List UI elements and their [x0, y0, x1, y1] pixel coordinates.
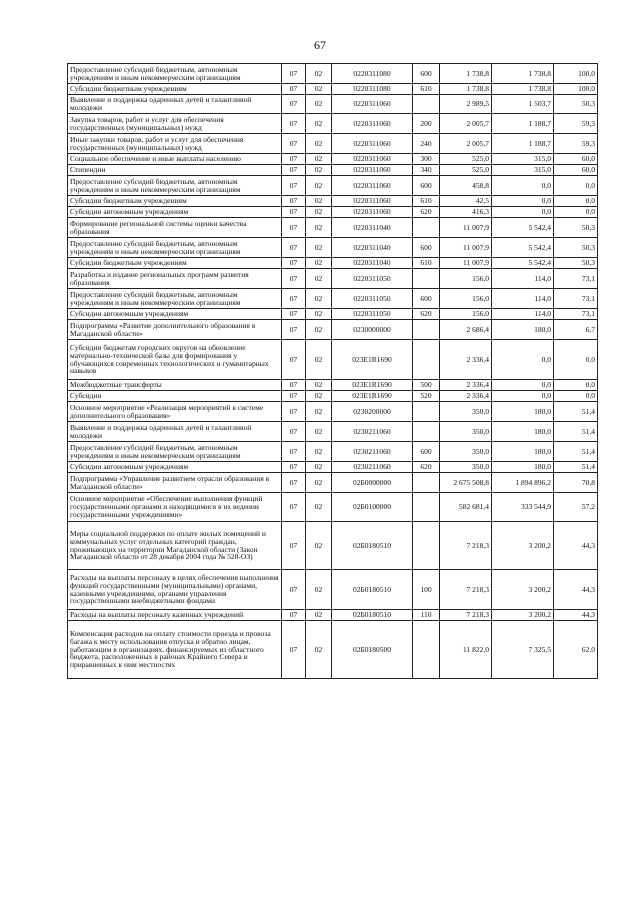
target-article-cell: 0220311060 [332, 165, 413, 176]
section-code-cell: 07 [282, 207, 306, 218]
actual-amount-cell: 3 200,2 [492, 610, 554, 621]
execution-percent-cell: 6,7 [554, 320, 598, 340]
section-code-cell: 07 [282, 340, 306, 380]
target-article-cell: 02Б0000000 [332, 473, 413, 493]
table-row [68, 422, 598, 442]
target-article-cell: 0220311060 [332, 207, 413, 218]
expense-name-cell: Субсидии [68, 391, 282, 402]
execution-percent-cell: 51,4 [554, 442, 598, 462]
subsection-code-cell: 02 [306, 165, 332, 176]
target-article-cell: 02Б0180510 [332, 570, 413, 610]
expense-name-cell: Предоставление субсидий бюджетным, автономным учреждениям и иным некоммерческим организациям [68, 238, 282, 258]
expense-type-cell: 600 [413, 238, 440, 258]
expense-type-cell [413, 340, 440, 380]
planned-amount-cell: 1 738,8 [440, 64, 492, 84]
subsection-code-cell: 02 [306, 269, 332, 289]
execution-percent-cell: 51,4 [554, 422, 598, 442]
section-code-cell: 07 [282, 610, 306, 621]
actual-amount-cell: 180,0 [492, 442, 554, 462]
section-code-cell: 07 [282, 621, 306, 679]
expense-type-cell: 610 [413, 84, 440, 95]
planned-amount-cell: 525,0 [440, 165, 492, 176]
table-row [68, 154, 598, 165]
execution-percent-cell: 51,4 [554, 462, 598, 473]
execution-percent-cell: 62,0 [554, 621, 598, 679]
subsection-code-cell: 02 [306, 95, 332, 114]
planned-amount-cell: 156,0 [440, 289, 492, 309]
actual-amount-cell: 5 542,4 [492, 218, 554, 238]
target-article-cell: 02Б0100000 [332, 493, 413, 522]
subsection-code-cell: 02 [306, 493, 332, 522]
actual-amount-cell: 180,0 [492, 320, 554, 340]
target-article-cell: 0230000000 [332, 320, 413, 340]
expense-name-cell: Стипендии [68, 165, 282, 176]
target-article-cell: 0220311050 [332, 289, 413, 309]
section-code-cell: 07 [282, 473, 306, 493]
table-row [68, 610, 598, 621]
planned-amount-cell: 350,0 [440, 422, 492, 442]
execution-percent-cell: 0,0 [554, 176, 598, 196]
expense-name-cell: Предоставление субсидий бюджетным, автономным учреждениям и иным некоммерческим организациям [68, 176, 282, 196]
expense-name-cell: Выявление и поддержка одаренных детей и талантливой молодежи [68, 95, 282, 114]
expense-type-cell: 600 [413, 289, 440, 309]
planned-amount-cell: 416,3 [440, 207, 492, 218]
table-row [68, 380, 598, 391]
target-article-cell: 02Б0180510 [332, 522, 413, 570]
planned-amount-cell: 11 822,0 [440, 621, 492, 679]
section-code-cell: 07 [282, 402, 306, 422]
actual-amount-cell: 114,0 [492, 289, 554, 309]
subsection-code-cell: 02 [306, 442, 332, 462]
table-row [68, 493, 598, 522]
expense-name-cell: Субсидии автономным учреждениям [68, 309, 282, 320]
execution-percent-cell: 100,0 [554, 84, 598, 95]
section-code-cell: 07 [282, 269, 306, 289]
target-article-cell: 0220311060 [332, 154, 413, 165]
table-row [68, 269, 598, 289]
subsection-code-cell: 02 [306, 309, 332, 320]
actual-amount-cell: 1 738,8 [492, 64, 554, 84]
planned-amount-cell: 156,0 [440, 309, 492, 320]
table-row [68, 238, 598, 258]
section-code-cell: 07 [282, 462, 306, 473]
actual-amount-cell: 0,0 [492, 196, 554, 207]
actual-amount-cell: 1 738,8 [492, 84, 554, 95]
execution-percent-cell: 70,8 [554, 473, 598, 493]
table-body [68, 64, 598, 679]
section-code-cell: 07 [282, 493, 306, 522]
target-article-cell: 0220311060 [332, 176, 413, 196]
subsection-code-cell: 02 [306, 64, 332, 84]
execution-percent-cell: 0,0 [554, 196, 598, 207]
execution-percent-cell: 0,0 [554, 391, 598, 402]
subsection-code-cell: 02 [306, 402, 332, 422]
expense-name-cell: Предоставление субсидий бюджетным, автономным учреждениям и иным некоммерческим организациям [68, 64, 282, 84]
expense-name-cell: Разработка и издание региональных программ развития образования [68, 269, 282, 289]
actual-amount-cell: 1 188,7 [492, 134, 554, 154]
expense-name-cell: Иные закупки товаров, работ и услуг для обеспечения государственных (муниципальных) нужд [68, 134, 282, 154]
expense-type-cell: 200 [413, 114, 440, 134]
target-article-cell: 023E1R1690 [332, 380, 413, 391]
expense-type-cell [413, 269, 440, 289]
actual-amount-cell: 180,0 [492, 402, 554, 422]
actual-amount-cell: 7 325,5 [492, 621, 554, 679]
section-code-cell: 07 [282, 95, 306, 114]
expense-type-cell: 110 [413, 610, 440, 621]
table-row [68, 473, 598, 493]
target-article-cell: 0220311050 [332, 269, 413, 289]
expense-name-cell: Субсидии автономным учреждениям [68, 207, 282, 218]
section-code-cell: 07 [282, 309, 306, 320]
target-article-cell: 0220311040 [332, 218, 413, 238]
expense-name-cell: Субсидии бюджетным учреждениям [68, 196, 282, 207]
expense-type-cell [413, 621, 440, 679]
expense-type-cell [413, 402, 440, 422]
subsection-code-cell: 02 [306, 218, 332, 238]
planned-amount-cell: 7 218,3 [440, 522, 492, 570]
table-row [68, 114, 598, 134]
execution-percent-cell: 50,3 [554, 238, 598, 258]
planned-amount-cell: 2 989,5 [440, 95, 492, 114]
expense-name-cell: Компенсация расходов на оплату стоимости проезда и провоза багажа к месту использования отпуска и обратно лицам, работающим в организациях, финансируемых из областного бюджета, расположенных в районах Крайнего Севера и приравненных к ним местностях [68, 621, 282, 679]
execution-percent-cell: 44,3 [554, 610, 598, 621]
subsection-code-cell: 02 [306, 522, 332, 570]
target-article-cell: 023E1R1690 [332, 340, 413, 380]
actual-amount-cell: 333 544,9 [492, 493, 554, 522]
subsection-code-cell: 02 [306, 422, 332, 442]
subsection-code-cell: 02 [306, 196, 332, 207]
subsection-code-cell: 02 [306, 207, 332, 218]
actual-amount-cell: 0,0 [492, 340, 554, 380]
actual-amount-cell: 5 542,4 [492, 258, 554, 269]
table-row [68, 442, 598, 462]
section-code-cell: 07 [282, 422, 306, 442]
subsection-code-cell: 02 [306, 391, 332, 402]
subsection-code-cell: 02 [306, 340, 332, 380]
table-row [68, 95, 598, 114]
execution-percent-cell: 57,2 [554, 493, 598, 522]
table-row [68, 64, 598, 84]
planned-amount-cell: 2 005,7 [440, 134, 492, 154]
section-code-cell: 07 [282, 238, 306, 258]
planned-amount-cell: 42,5 [440, 196, 492, 207]
expense-name-cell: Субсидии автономным учреждениям [68, 462, 282, 473]
execution-percent-cell: 60,0 [554, 165, 598, 176]
subsection-code-cell: 02 [306, 238, 332, 258]
planned-amount-cell: 2 336,4 [440, 391, 492, 402]
actual-amount-cell: 315,0 [492, 165, 554, 176]
section-code-cell: 07 [282, 84, 306, 95]
planned-amount-cell: 11 007,9 [440, 258, 492, 269]
planned-amount-cell: 1 738,8 [440, 84, 492, 95]
section-code-cell: 07 [282, 258, 306, 269]
planned-amount-cell: 2 675 508,8 [440, 473, 492, 493]
expense-type-cell [413, 320, 440, 340]
planned-amount-cell: 525,0 [440, 154, 492, 165]
expense-type-cell: 620 [413, 207, 440, 218]
actual-amount-cell: 0,0 [492, 391, 554, 402]
table-row [68, 207, 598, 218]
execution-percent-cell: 73,1 [554, 269, 598, 289]
execution-percent-cell: 51,4 [554, 402, 598, 422]
planned-amount-cell: 582 681,4 [440, 493, 492, 522]
page-number: 67 [314, 38, 326, 52]
target-article-cell: 0230211060 [332, 462, 413, 473]
subsection-code-cell: 02 [306, 380, 332, 391]
subsection-code-cell: 02 [306, 462, 332, 473]
table-row [68, 340, 598, 380]
expense-name-cell: Основное мероприятие «Реализация мероприятий в системе дополнительного образования» [68, 402, 282, 422]
target-article-cell: 0230211060 [332, 422, 413, 442]
table-row [68, 621, 598, 679]
expense-type-cell: 520 [413, 391, 440, 402]
expense-name-cell: Социальное обеспечение и иные выплаты населению [68, 154, 282, 165]
table-row [68, 462, 598, 473]
planned-amount-cell: 7 218,3 [440, 610, 492, 621]
expense-name-cell: Расходы на выплаты персоналу в целях обеспечения выполнения функций государственными (муниципальными) органами, казенными учреждениями, органами управления государственными внебюджетными фондами [68, 570, 282, 610]
budget-table [67, 63, 598, 679]
actual-amount-cell: 3 200,2 [492, 570, 554, 610]
subsection-code-cell: 02 [306, 610, 332, 621]
execution-percent-cell: 59,3 [554, 114, 598, 134]
table-row [68, 258, 598, 269]
expense-name-cell: Основное мероприятие «Обеспечение выполнения функций государственными органами и находящимися в их ведении государственными учреждениями» [68, 493, 282, 522]
target-article-cell: 0220311080 [332, 64, 413, 84]
execution-percent-cell: 73,1 [554, 289, 598, 309]
planned-amount-cell: 350,0 [440, 402, 492, 422]
execution-percent-cell: 0,0 [554, 380, 598, 391]
planned-amount-cell: 2 686,4 [440, 320, 492, 340]
subsection-code-cell: 02 [306, 289, 332, 309]
actual-amount-cell: 0,0 [492, 207, 554, 218]
target-article-cell: 02Б0180500 [332, 621, 413, 679]
expense-name-cell: Предоставление субсидий бюджетным, автономным учреждениям и иным некоммерческим организациям [68, 289, 282, 309]
subsection-code-cell: 02 [306, 154, 332, 165]
expense-type-cell: 600 [413, 64, 440, 84]
expense-name-cell: Формирование региональной системы оценки качества образования [68, 218, 282, 238]
expense-name-cell: Подпрограмма «Управление развитием отрасли образования в Магаданской области» [68, 473, 282, 493]
expense-type-cell: 600 [413, 176, 440, 196]
execution-percent-cell: 0,0 [554, 207, 598, 218]
section-code-cell: 07 [282, 154, 306, 165]
expense-type-cell: 500 [413, 380, 440, 391]
subsection-code-cell: 02 [306, 84, 332, 95]
execution-percent-cell: 50,3 [554, 95, 598, 114]
table-row [68, 402, 598, 422]
section-code-cell: 07 [282, 391, 306, 402]
execution-percent-cell: 59,3 [554, 134, 598, 154]
subsection-code-cell: 02 [306, 473, 332, 493]
target-article-cell: 0220311060 [332, 134, 413, 154]
table-row [68, 218, 598, 238]
table-row [68, 570, 598, 610]
target-article-cell: 0220311040 [332, 238, 413, 258]
expense-type-cell [413, 493, 440, 522]
planned-amount-cell: 11 007,9 [440, 218, 492, 238]
section-code-cell: 07 [282, 134, 306, 154]
section-code-cell: 07 [282, 218, 306, 238]
target-article-cell: 0220311060 [332, 95, 413, 114]
table-row [68, 391, 598, 402]
expense-type-cell: 620 [413, 309, 440, 320]
target-article-cell: 0220311080 [332, 84, 413, 95]
section-code-cell: 07 [282, 380, 306, 391]
table-row [68, 176, 598, 196]
actual-amount-cell: 180,0 [492, 462, 554, 473]
expense-name-cell: Расходы на выплаты персоналу казенных учреждений [68, 610, 282, 621]
expense-name-cell: Субсидии бюджетам городских округов на обновление материально-технической базы для формирования у обучающихся современных технологических и гуманитарных навыков [68, 340, 282, 380]
section-code-cell: 07 [282, 320, 306, 340]
expense-type-cell [413, 95, 440, 114]
actual-amount-cell: 180,0 [492, 422, 554, 442]
subsection-code-cell: 02 [306, 114, 332, 134]
expense-name-cell: Выявление и поддержка одаренных детей и талантливой молодежи [68, 422, 282, 442]
actual-amount-cell: 5 542,4 [492, 238, 554, 258]
table-row [68, 522, 598, 570]
actual-amount-cell: 315,0 [492, 154, 554, 165]
execution-percent-cell: 44,3 [554, 522, 598, 570]
planned-amount-cell: 458,8 [440, 176, 492, 196]
section-code-cell: 07 [282, 570, 306, 610]
execution-percent-cell: 50,3 [554, 218, 598, 238]
planned-amount-cell: 350,0 [440, 462, 492, 473]
planned-amount-cell: 2 336,4 [440, 380, 492, 391]
actual-amount-cell: 114,0 [492, 309, 554, 320]
expense-type-cell: 620 [413, 462, 440, 473]
target-article-cell: 0220311060 [332, 114, 413, 134]
table-row [68, 320, 598, 340]
expense-name-cell: Подпрограмма «Развитие дополнительного образования в Магаданской области» [68, 320, 282, 340]
expense-name-cell: Субсидии бюджетным учреждениям [68, 258, 282, 269]
target-article-cell: 0220311040 [332, 258, 413, 269]
expense-name-cell: Закупка товаров, работ и услуг для обеспечения государственных (муниципальных) нужд [68, 114, 282, 134]
expense-name-cell: Предоставление субсидий бюджетным, автономным учреждениям и иным некоммерческим организациям [68, 442, 282, 462]
table-row [68, 196, 598, 207]
target-article-cell: 0230200000 [332, 402, 413, 422]
subsection-code-cell: 02 [306, 570, 332, 610]
section-code-cell: 07 [282, 289, 306, 309]
target-article-cell: 0220311050 [332, 309, 413, 320]
execution-percent-cell: 60,0 [554, 154, 598, 165]
planned-amount-cell: 2 336,4 [440, 340, 492, 380]
expense-type-cell [413, 422, 440, 442]
table-row [68, 84, 598, 95]
expense-name-cell: Межбюджетные трансферты [68, 380, 282, 391]
section-code-cell: 07 [282, 165, 306, 176]
expense-type-cell: 600 [413, 442, 440, 462]
execution-percent-cell: 100,0 [554, 64, 598, 84]
expense-type-cell: 240 [413, 134, 440, 154]
expense-type-cell: 300 [413, 154, 440, 165]
target-article-cell: 02Б0180510 [332, 610, 413, 621]
planned-amount-cell: 2 005,7 [440, 114, 492, 134]
section-code-cell: 07 [282, 176, 306, 196]
expense-type-cell: 610 [413, 196, 440, 207]
expense-type-cell: 100 [413, 570, 440, 610]
planned-amount-cell: 11 007,9 [440, 238, 492, 258]
target-article-cell: 0230211060 [332, 442, 413, 462]
table-row [68, 309, 598, 320]
target-article-cell: 0220311060 [332, 196, 413, 207]
expense-name-cell: Меры социальной поддержки по оплате жилых помещений и коммунальных услуг отдельных категорий граждан, проживающих на территории Магаданской области (Закон Магаданской области от 28 декабря 2004 года № 528-ОЗ) [68, 522, 282, 570]
expense-type-cell [413, 473, 440, 493]
actual-amount-cell: 1 894 896,2 [492, 473, 554, 493]
actual-amount-cell: 0,0 [492, 380, 554, 391]
actual-amount-cell: 1 503,7 [492, 95, 554, 114]
expense-type-cell [413, 218, 440, 238]
actual-amount-cell: 0,0 [492, 176, 554, 196]
table-row [68, 289, 598, 309]
table-row [68, 165, 598, 176]
actual-amount-cell: 3 200,2 [492, 522, 554, 570]
execution-percent-cell: 0,0 [554, 340, 598, 380]
subsection-code-cell: 02 [306, 320, 332, 340]
section-code-cell: 07 [282, 522, 306, 570]
execution-percent-cell: 50,3 [554, 258, 598, 269]
expense-type-cell [413, 522, 440, 570]
expense-name-cell: Субсидии бюджетным учреждениям [68, 84, 282, 95]
section-code-cell: 07 [282, 114, 306, 134]
subsection-code-cell: 02 [306, 134, 332, 154]
section-code-cell: 07 [282, 196, 306, 207]
expense-type-cell: 610 [413, 258, 440, 269]
planned-amount-cell: 350,0 [440, 442, 492, 462]
execution-percent-cell: 44,3 [554, 570, 598, 610]
subsection-code-cell: 02 [306, 621, 332, 679]
subsection-code-cell: 02 [306, 258, 332, 269]
table-row [68, 134, 598, 154]
section-code-cell: 07 [282, 64, 306, 84]
planned-amount-cell: 156,0 [440, 269, 492, 289]
section-code-cell: 07 [282, 442, 306, 462]
actual-amount-cell: 1 188,7 [492, 114, 554, 134]
expense-type-cell: 340 [413, 165, 440, 176]
actual-amount-cell: 114,0 [492, 269, 554, 289]
execution-percent-cell: 73,1 [554, 309, 598, 320]
target-article-cell: 023E1R1690 [332, 391, 413, 402]
subsection-code-cell: 02 [306, 176, 332, 196]
planned-amount-cell: 7 218,3 [440, 570, 492, 610]
